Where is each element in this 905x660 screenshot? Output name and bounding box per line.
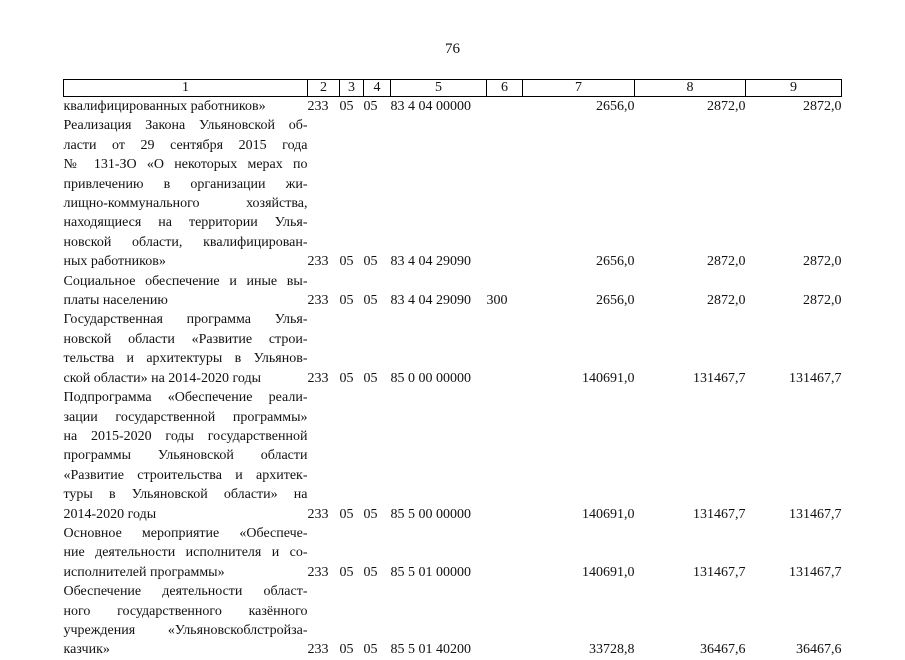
cell-c3: 05 xyxy=(339,642,354,658)
row-name-line: Государственная программа Улья- xyxy=(63,312,308,328)
cell-c2: 233 xyxy=(307,642,329,658)
cell-c4: 05 xyxy=(363,254,378,270)
cell-c7: 140691,0 xyxy=(582,564,635,580)
cell-c7: 2656,0 xyxy=(596,99,635,114)
row-name xyxy=(64,388,308,524)
row-name-line: зации государственной программы» xyxy=(63,409,308,425)
cell-c9: 131467,7 xyxy=(789,564,842,580)
row-name-line: привлечению в организации жи- xyxy=(63,176,308,192)
cell-c8: 2872,0 xyxy=(707,99,746,114)
row-name-line: на 2015-2020 годы государственной xyxy=(63,428,308,444)
cell-c6 xyxy=(487,116,523,271)
cell-c9: 2872,0 xyxy=(803,99,842,114)
table-row xyxy=(64,388,842,524)
row-name-line: Основное мероприятие «Обеспече- xyxy=(63,525,308,541)
cell-c8: 131467,7 xyxy=(693,506,746,522)
budget-table xyxy=(63,79,842,660)
row-name-line: туры в Ульяновской области» на xyxy=(63,487,308,503)
cell-c2: 233 xyxy=(307,293,329,309)
row-name-line: 2014-2020 годы xyxy=(63,506,157,522)
cell-c2: 233 xyxy=(307,564,329,580)
row-name-line: ние деятельности исполнителя и со- xyxy=(63,545,308,561)
cell-c3: 05 xyxy=(339,99,354,114)
row-name xyxy=(64,272,308,311)
cell-c2: 233 xyxy=(307,99,329,114)
table-body xyxy=(64,97,842,660)
row-name-line: Обеспечение деятельности област- xyxy=(63,584,308,600)
row-name-line: ласти от 29 сентября 2015 года xyxy=(63,137,308,153)
cell-c3: 05 xyxy=(339,293,354,309)
cell-c5: 83 4 04 00000 xyxy=(390,99,471,114)
column-header-4: 4 xyxy=(364,80,391,97)
row-name-line: тельства и архитектуры в Ульянов- xyxy=(63,351,308,367)
cell-c6 xyxy=(487,582,523,660)
column-header-3: 3 xyxy=(340,80,364,97)
cell-c5: 83 4 04 29090 xyxy=(390,293,471,309)
cell-c9: 2872,0 xyxy=(803,293,842,309)
row-name-line: Реализация Закона Ульяновской об- xyxy=(63,118,308,134)
cell-c2: 233 xyxy=(307,370,329,386)
row-name-line: казчик» xyxy=(63,642,110,658)
cell-c8: 36467,6 xyxy=(700,642,746,658)
column-header-7: 7 xyxy=(523,80,635,97)
cell-c8: 131467,7 xyxy=(693,564,746,580)
cell-c7: 2656,0 xyxy=(596,293,635,309)
cell-c6 xyxy=(487,97,523,117)
row-name-line: исполнителей программы» xyxy=(63,564,225,580)
cell-c8: 2872,0 xyxy=(707,293,746,309)
cell-c4: 05 xyxy=(363,370,378,386)
cell-c9: 2872,0 xyxy=(803,254,842,270)
row-name xyxy=(64,524,308,582)
column-header-2: 2 xyxy=(308,80,340,97)
row-name-line: учреждения «Ульяновскоблстройза- xyxy=(63,622,308,638)
cell-c6 xyxy=(487,524,523,582)
table-row xyxy=(64,97,842,117)
column-header-9: 9 xyxy=(746,80,842,97)
cell-c4: 05 xyxy=(363,506,378,522)
header-row xyxy=(64,80,842,97)
cell-c5: 85 5 00 00000 xyxy=(390,506,471,522)
table-row xyxy=(64,272,842,311)
column-header-1: 1 xyxy=(64,80,308,97)
table-row xyxy=(64,310,842,388)
cell-c3: 05 xyxy=(339,370,354,386)
column-header-8: 8 xyxy=(635,80,746,97)
cell-c7: 33728,8 xyxy=(589,642,635,658)
cell-c2: 233 xyxy=(307,254,329,270)
row-name xyxy=(64,582,308,660)
cell-c5: 85 0 00 00000 xyxy=(390,370,471,386)
cell-c7: 140691,0 xyxy=(582,506,635,522)
row-name-line: находящиеся на территории Улья- xyxy=(63,215,308,231)
page-number: 76 xyxy=(445,41,460,57)
row-name-line: Подпрограмма «Обеспечение реали- xyxy=(63,390,308,406)
row-name-line: новской области «Развитие строи- xyxy=(63,331,308,347)
cell-c6 xyxy=(487,388,523,524)
row-name-line: ных работников» xyxy=(63,254,166,270)
row-name-line: ской области» на 2014-2020 годы xyxy=(63,370,261,386)
cell-c9: 131467,7 xyxy=(789,506,842,522)
cell-c5: 85 5 01 40200 xyxy=(390,642,471,658)
row-name xyxy=(64,97,308,117)
cell-c3: 05 xyxy=(339,254,354,270)
row-name-line: новской области, квалифицирован- xyxy=(63,234,308,250)
row-name xyxy=(64,310,308,388)
row-name-line: № 131-ЗО «О некоторых мерах по xyxy=(63,157,308,173)
table-row xyxy=(64,524,842,582)
cell-c7: 2656,0 xyxy=(596,254,635,270)
cell-c7: 140691,0 xyxy=(582,370,635,386)
row-name-line: лищно-коммунального хозяйства, xyxy=(63,196,308,212)
cell-c4: 05 xyxy=(363,564,378,580)
column-header-5: 5 xyxy=(391,80,487,97)
row-name-line: платы населению xyxy=(63,293,168,309)
row-name-line: программы Ульяновской области xyxy=(63,448,308,464)
row-name-line: квалифицированных работников» xyxy=(63,99,266,114)
column-header-6: 6 xyxy=(487,80,523,97)
cell-c5: 85 5 01 00000 xyxy=(390,564,471,580)
table-row xyxy=(64,116,842,271)
cell-c6: 300 xyxy=(486,293,508,309)
cell-c4: 05 xyxy=(363,293,378,309)
cell-c9: 36467,6 xyxy=(796,642,842,658)
cell-c6 xyxy=(487,310,523,388)
cell-c2: 233 xyxy=(307,506,329,522)
cell-c8: 2872,0 xyxy=(707,254,746,270)
row-name xyxy=(64,116,308,271)
cell-c3: 05 xyxy=(339,564,354,580)
cell-c9: 131467,7 xyxy=(789,370,842,386)
cell-c4: 05 xyxy=(363,642,378,658)
row-name-line: ного государственного казённого xyxy=(63,603,308,619)
cell-c4: 05 xyxy=(363,99,378,114)
cell-c5: 83 4 04 29090 xyxy=(390,254,471,270)
row-name-line: Социальное обеспечение и иные вы- xyxy=(63,273,308,289)
cell-c3: 05 xyxy=(339,506,354,522)
table-row xyxy=(64,582,842,660)
row-name-line: «Развитие строительства и архитек- xyxy=(63,467,308,483)
cell-c8: 131467,7 xyxy=(693,370,746,386)
